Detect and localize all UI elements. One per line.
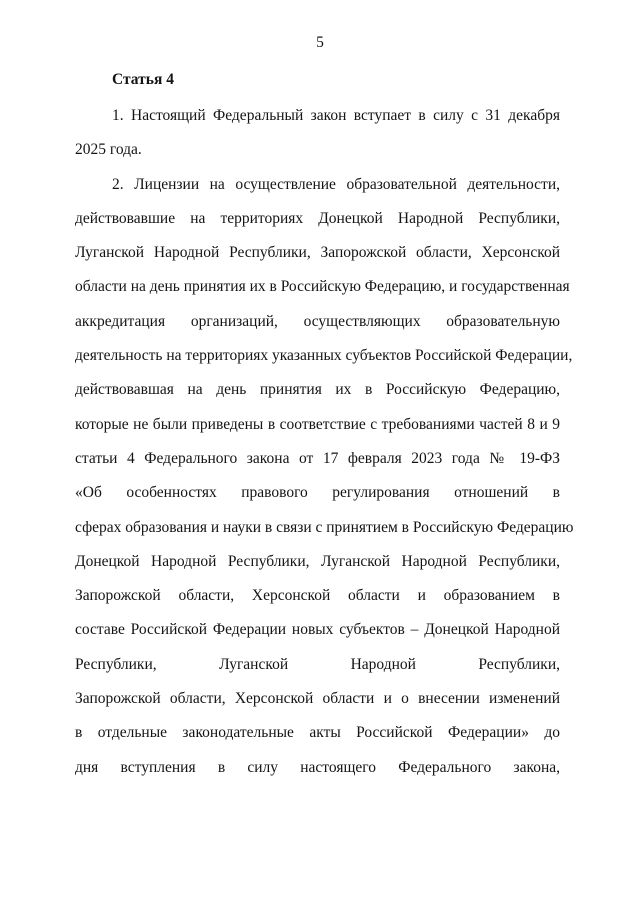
paragraph-2-line: составе Российской Федерации новых субъектов – Донецкой Народной	[75, 621, 560, 639]
article-heading: Статья 4	[112, 71, 174, 88]
paragraph-2-line: которые не были приведены в соответствие с требованиями частей 8 и 9	[75, 415, 560, 433]
page-number: 5	[316, 34, 324, 51]
paragraph-2-line: Запорожской области, Херсонской области и образованием в	[75, 587, 560, 605]
paragraph-2-line: деятельность на территориях указанных субъектов Российской Федерации,	[75, 347, 573, 365]
paragraph-2-line: 2. Лицензии на осуществление образовательной деятельности,	[112, 175, 560, 193]
paragraph-2-line: аккредитация организаций, осуществляющих образовательную	[75, 312, 560, 330]
article-body	[75, 106, 574, 792]
paragraph-2-line: Луганской Народной Республики, Запорожской области, Херсонской	[75, 244, 560, 262]
paragraph-2-line: Донецкой Народной Республики, Луганской Народной Республики,	[75, 552, 560, 570]
paragraph-2-line: в отдельные законодательные акты Российской Федерации» до	[75, 724, 560, 742]
paragraph-2-line: сферах образования и науки в связи с принятием в Российскую Федерацию	[75, 518, 574, 536]
paragraph-2-line: действовавшая на день принятия их в Российскую Федерацию,	[75, 381, 560, 399]
paragraph-2-line: Запорожской области, Херсонской области и о внесении изменений	[75, 690, 560, 708]
paragraph-2-line: Республики, Луганской Народной Республики,	[75, 655, 560, 673]
paragraph-2-line: «Об особенностях правового регулирования отношений в	[75, 484, 560, 502]
paragraph-1-line: 1. Настоящий Федеральный закон вступает в силу с 31 декабря	[112, 107, 560, 124]
paragraph-2-line: области на день принятия их в Российскую Федерацию, и государственная	[75, 278, 570, 296]
paragraph-2-line: дня вступления в силу настоящего Федерального закона,	[75, 758, 560, 776]
paragraph-2-line: статьи 4 Федерального закона от 17 февраля 2023 года № 19-ФЗ	[75, 449, 560, 467]
paragraph-2-line: действовавшие на территориях Донецкой Народной Республики,	[75, 209, 560, 227]
paragraph-1-line: 2025 года.	[75, 141, 142, 159]
